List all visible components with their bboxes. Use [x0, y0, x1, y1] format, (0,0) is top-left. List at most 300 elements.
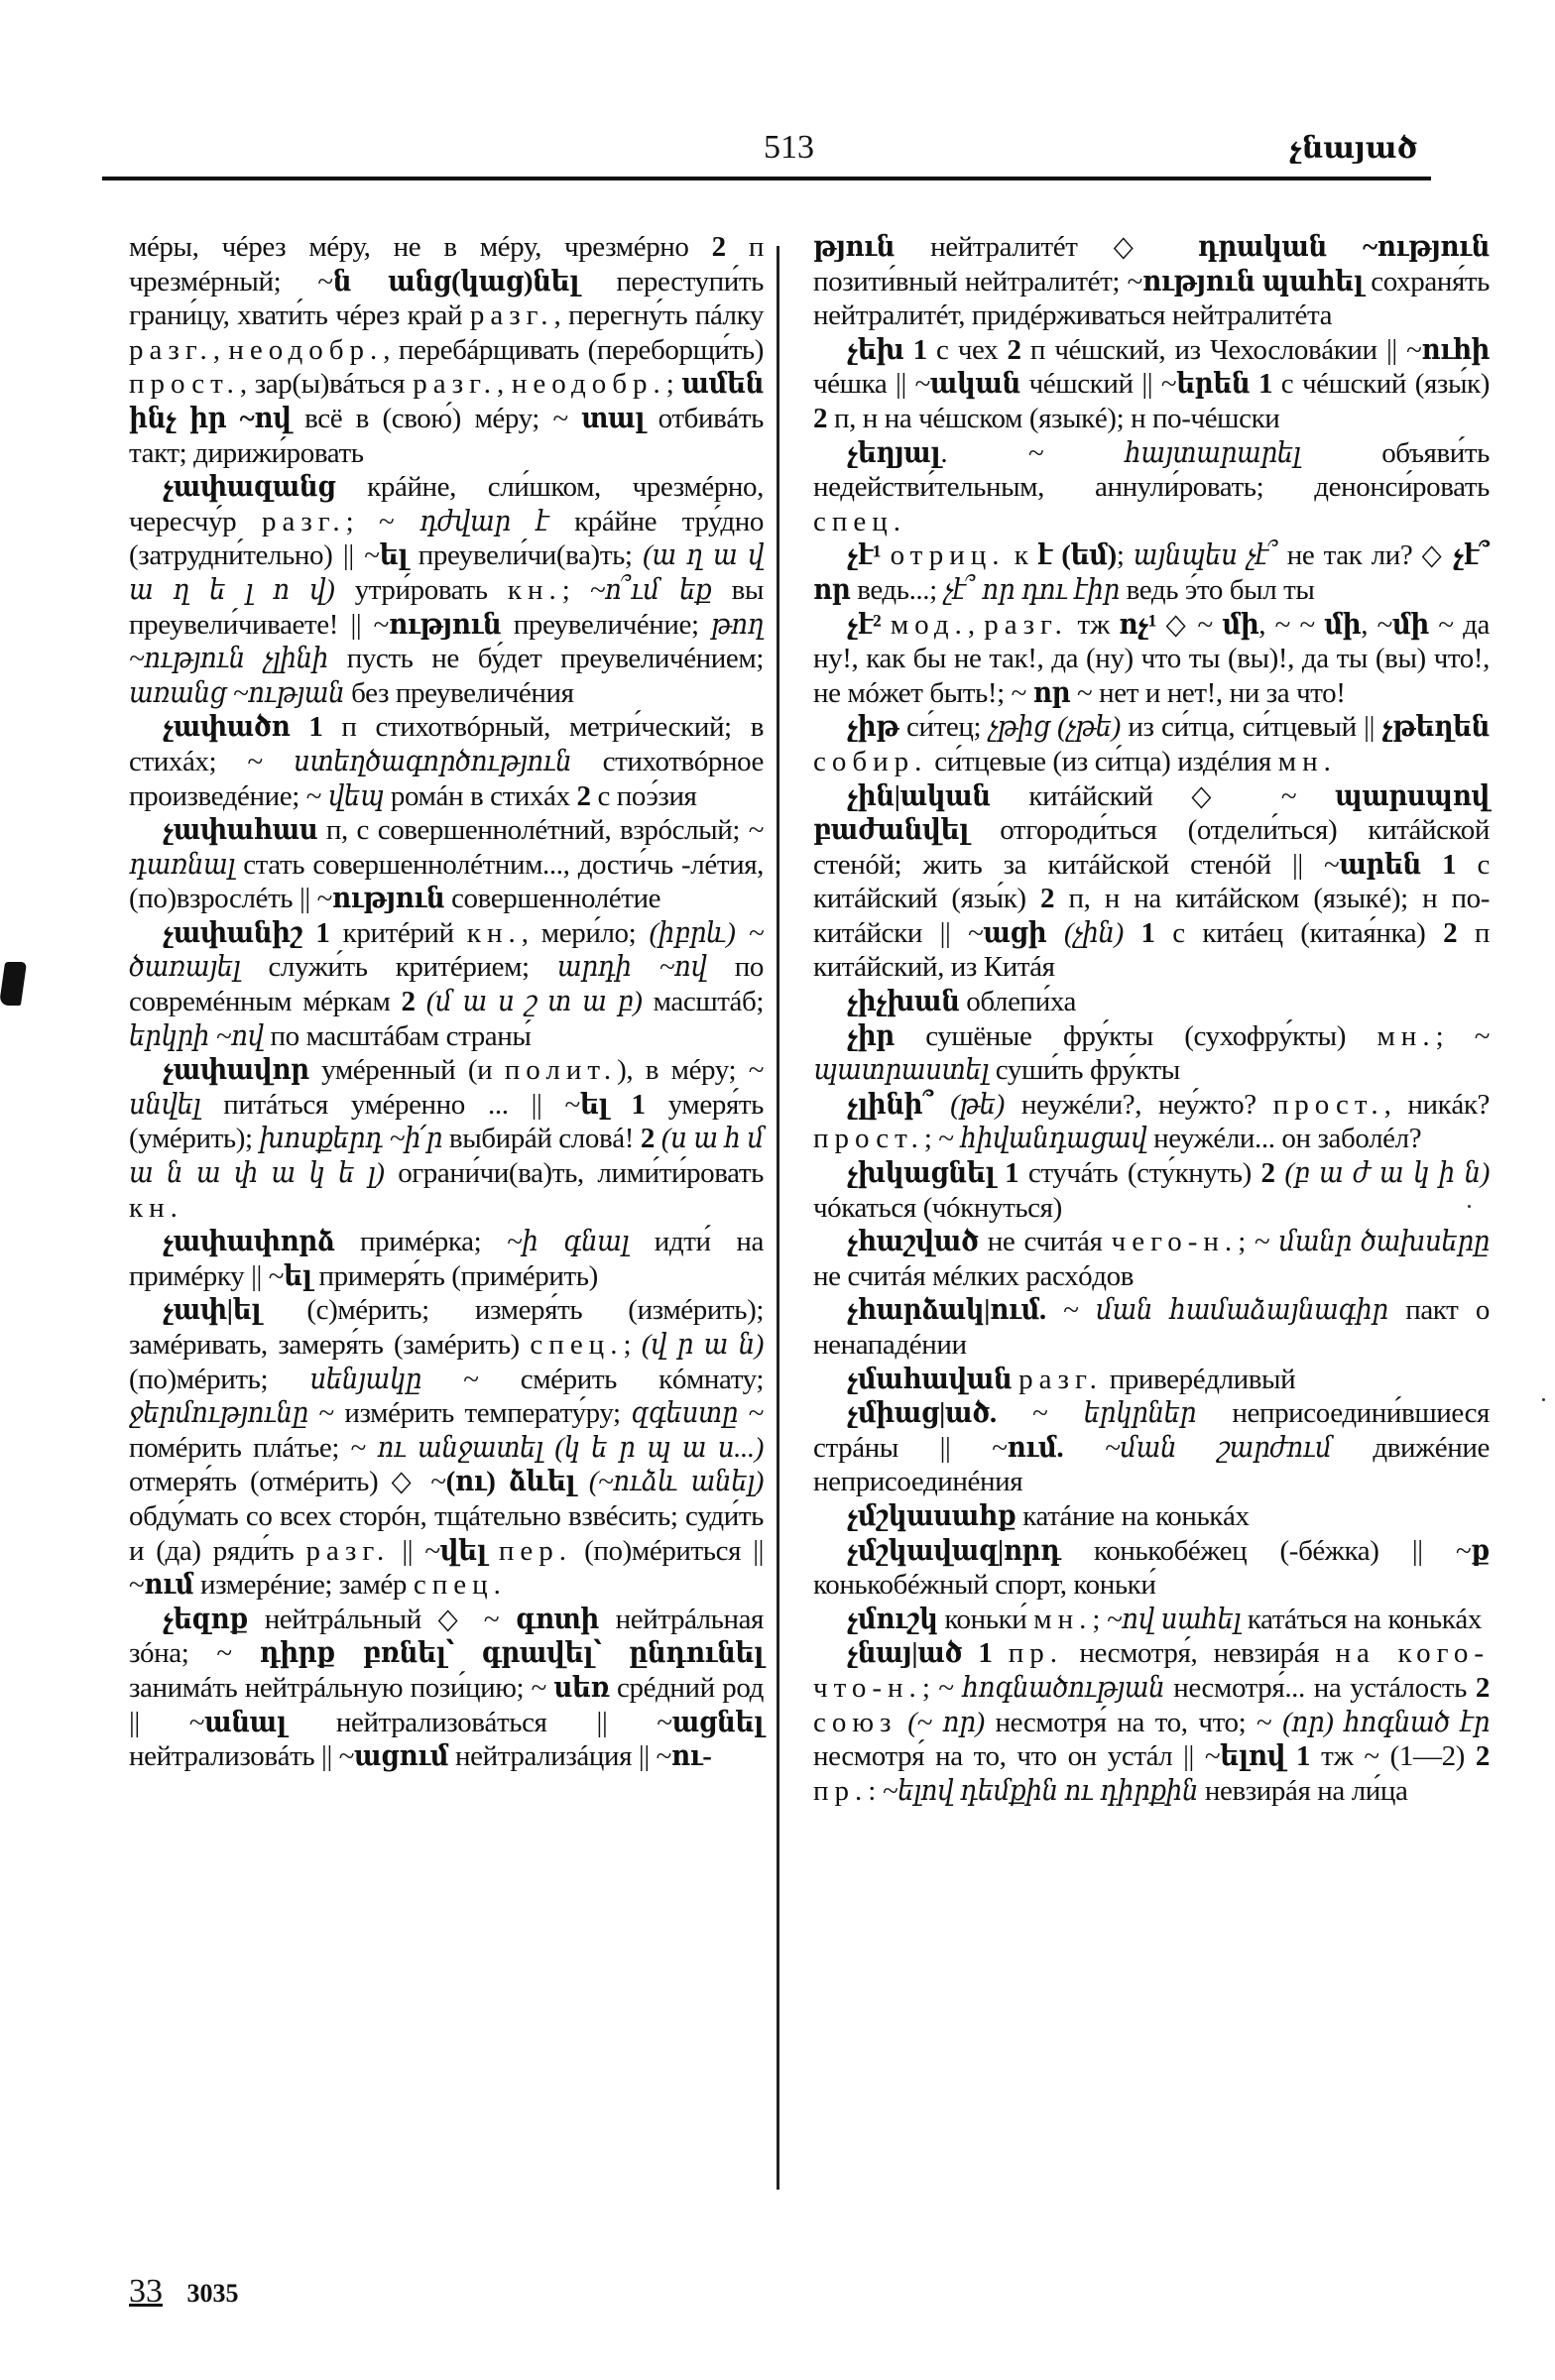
translation-text: , никáк?	[1383, 1088, 1490, 1121]
armenian-phrase: գոտի	[515, 1603, 599, 1635]
usage-label: спец.	[413, 1569, 507, 1602]
translation-text	[933, 1089, 950, 1121]
column-right	[813, 230, 1490, 1808]
armenian-phrase: որ	[1032, 676, 1071, 709]
entry-headword: չափափորձ	[163, 1226, 335, 1258]
translation-text: вы преувели́чиваете! || ~	[129, 573, 764, 641]
translation-text: :	[868, 1774, 883, 1807]
armenian-phrase: դրական ~ություն	[1197, 231, 1490, 263]
armenian-phrase: 2	[640, 1123, 655, 1155]
armenian-example: ստեղծագործություն	[294, 745, 572, 777]
armenian-phrase: երեն 1	[1176, 368, 1273, 401]
armenian-phrase: ելով 1	[1220, 1740, 1311, 1773]
armenian-phrase: 2	[1040, 883, 1055, 915]
usage-label: пр.	[1008, 1637, 1064, 1670]
translation-text: всё в (свою́) мéру; ~	[291, 402, 582, 434]
translation-text	[881, 609, 891, 641]
translation-text: умéренный (и	[308, 1054, 505, 1087]
dictionary-entry	[129, 230, 764, 470]
translation-text: преувеличéние;	[501, 608, 712, 641]
translation-text: с китáец (китая́нка)	[1154, 916, 1444, 949]
armenian-phrase: 2	[401, 986, 416, 1018]
translation-text: с китáйский (язы́к)	[813, 848, 1490, 915]
usage-label: разг.	[1018, 1363, 1103, 1395]
translation-text: измерéние; замéр	[193, 1569, 414, 1602]
armenian-phrase: ական	[929, 368, 1020, 401]
translation-text: нейтрáльная зóна; ~	[129, 1603, 764, 1670]
armenian-phrase: մի	[1324, 608, 1362, 641]
translation-text: несмотря́... на устáлость	[1164, 1671, 1476, 1704]
armenian-phrase: 2	[1007, 333, 1021, 366]
translation-text: чéшский || ~	[1019, 368, 1177, 401]
translation-text: по масштáбам страны́	[263, 1019, 532, 1052]
armenian-example: (մ ա ս շ տ ա բ)	[425, 986, 643, 1018]
translation-text: несмотря́ на то, что; ~	[984, 1706, 1283, 1738]
usage-label: прост.	[1272, 1088, 1384, 1121]
dictionary-entry	[813, 779, 1490, 986]
armenian-phrase: ացնել	[671, 1706, 764, 1738]
translation-text: пакт о ненападéнии	[813, 1294, 1490, 1361]
armenian-phrase: ք	[1471, 1534, 1490, 1567]
translation-text: , зар(ы)вáться	[239, 368, 414, 401]
armenian-phrase: չթեղեն	[1381, 711, 1490, 744]
usage-label: чего-н.	[1111, 1226, 1239, 1258]
translation-text	[1046, 917, 1064, 949]
entry-headword: չէ¹	[847, 539, 882, 572]
usage-label: кн.	[507, 573, 562, 606]
dictionary-entry	[813, 608, 1490, 711]
translation-text: стать совершеннолéтним..., дости́чь -лéтия, (по)взрослéть || ~	[129, 848, 764, 915]
armenian-phrase: ություն	[331, 883, 445, 915]
armenian-example: ջերմությունը	[129, 1397, 308, 1430]
translation-text: не так ли? ◇	[1277, 539, 1453, 572]
armenian-example: հոգնածության	[962, 1671, 1165, 1704]
armenian-phrase: ու-	[670, 1740, 712, 1773]
translation-text: ;	[561, 573, 590, 606]
armenian-phrase: (ու) ձևել	[445, 1466, 576, 1498]
dictionary-entry	[813, 1156, 1490, 1225]
armenian-example: (վ ր ա ն)	[641, 1329, 765, 1361]
scan-speck	[1468, 1205, 1471, 1208]
translation-text: отбивáть такт; дирижи́ровать	[129, 402, 764, 469]
armenian-example: (~ուձև անել)	[588, 1466, 764, 1498]
translation-text: служи́ть критéрием;	[240, 951, 557, 984]
column-left	[129, 230, 764, 1774]
dictionary-entry	[129, 470, 764, 710]
translation-text: критéрий	[329, 916, 467, 949]
translation-text	[1275, 1157, 1285, 1189]
usage-label: прост.	[813, 1123, 924, 1155]
armenian-example: երկրներ	[1083, 1397, 1197, 1430]
usage-label: спец.	[530, 1329, 624, 1361]
armenian-phrase: ում	[144, 1569, 194, 1602]
dictionary-entry	[813, 1225, 1490, 1293]
armenian-phrase: ն անց(կաց)նել	[332, 265, 580, 298]
translation-text	[992, 1637, 1008, 1669]
translation-text: нейтрáльный ◇ ~	[247, 1603, 516, 1635]
usage-label: кн.	[466, 916, 522, 949]
armenian-phrase: է (եմ)	[1036, 539, 1117, 572]
translation-text: выбирáй словá!	[442, 1123, 641, 1155]
armenian-phrase: արեն 1	[1339, 848, 1457, 881]
translation-text: ~	[996, 1397, 1084, 1430]
translation-text	[575, 1466, 588, 1497]
usage-label: отриц.	[890, 539, 1006, 572]
signature-number: 33	[129, 2273, 163, 2310]
dictionary-entry	[813, 710, 1490, 778]
entry-headword: չափավոր	[163, 1054, 309, 1087]
translation-text: (по)мéриться || ~	[129, 1534, 765, 1602]
armenian-example: պատրաստել	[813, 1054, 989, 1087]
armenian-example: (թե)	[950, 1088, 1005, 1121]
armenian-phrase: ուհի	[1421, 333, 1490, 366]
armenian-example: (բ ա ժ ա կ ի ն)	[1284, 1157, 1490, 1190]
armenian-phrase: 1	[1140, 916, 1155, 949]
armenian-phrase: ություն	[388, 608, 502, 641]
translation-text: ведь э́то был ты	[1119, 573, 1315, 606]
armenian-phrase: ամեն ինչ իր ~ով	[129, 368, 764, 434]
translation-text: коньки́	[937, 1603, 1034, 1635]
translation-text: крáйне, сли́шком, чрезмéрно, чересчу́р	[129, 471, 764, 537]
armenian-phrase: 2	[1260, 1157, 1275, 1190]
translation-text: обду́мать со всех сторóн, тщáтельно взвéсить; суди́ть и (да) ряди́ть	[129, 1499, 764, 1567]
translation-text: чéшка || ~	[813, 368, 930, 401]
translation-text: утри́ровать	[334, 573, 508, 606]
entry-headword: չափազանց	[163, 471, 336, 504]
dictionary-entry	[813, 985, 1490, 1019]
dictionary-entry	[129, 1225, 764, 1293]
translation-text: тж	[1067, 608, 1120, 641]
translation-text	[903, 334, 912, 366]
translation-text: сохраня́ть нейтралитéт, придéрживаться нейтралитéта	[813, 265, 1490, 332]
translation-text: , мери́ло;	[521, 916, 650, 949]
armenian-phrase: պարսպով բաժանվել	[813, 779, 1490, 847]
usage-label: собир.	[813, 745, 928, 777]
translation-text: катáние на конькáх	[1016, 1499, 1250, 1532]
usage-label: полит.	[504, 1054, 618, 1087]
entry-headword: չխկացնել	[847, 1157, 996, 1190]
translation-text: суши́ть фру́кты	[988, 1054, 1180, 1087]
entry-headword: չիթ	[847, 711, 899, 744]
translation-text: пусть не бу́дет преувеличéнием;	[327, 643, 764, 675]
translation-text: ; ~	[1435, 1019, 1491, 1052]
dictionary-entry	[813, 333, 1490, 436]
armenian-phrase: մի	[1391, 608, 1429, 641]
translation-text: . ~	[940, 436, 1126, 469]
armenian-example: (չին)	[1063, 916, 1124, 949]
armenian-example: հիվանդացավ	[960, 1123, 1147, 1155]
translation-text: умеря́ть (умéрить);	[129, 1088, 764, 1155]
translation-text: п, н на чéшском (языкé); н по-чéшски	[827, 402, 1280, 434]
translation-text: срéдний род || ~	[129, 1671, 764, 1738]
armenian-example: ~ով սահել	[1106, 1603, 1242, 1635]
translation-text: переступи́ть грани́цу, хвати́ть чéрез край	[129, 265, 764, 332]
translation-text: неприсоедини́вшиеся стрáны || ~	[813, 1397, 1490, 1464]
translation-text: совершеннолéтие	[444, 883, 661, 915]
armenian-phrase: դիրք բռնել՝ գրավել՝ ընդունել	[259, 1637, 764, 1670]
translation-text: неужéли?, неу́жто?	[1004, 1088, 1273, 1121]
armenian-example: (իբրև) ~ ծառայել	[129, 916, 764, 984]
translation-text: нейтрализовáться || ~	[286, 1706, 672, 1738]
translation-text: ;	[665, 368, 682, 401]
dictionary-entry	[813, 1088, 1490, 1156]
armenian-example: (~ որ)	[907, 1706, 985, 1738]
translation-text: ~ да ну!, как бы не так!, да (ну) что ты (вы)!, да ты (вы) что!, не мóжет быть!; ~	[813, 608, 1491, 709]
dictionary-entry	[813, 1019, 1490, 1088]
translation-text: ), в мéру; ~	[617, 1054, 764, 1087]
armenian-example: դառնալ	[129, 848, 235, 881]
footer-signature	[129, 2273, 239, 2311]
armenian-example: թող ~ություն չլինի	[129, 608, 764, 675]
translation-text: с чéшский (язы́к)	[1272, 368, 1491, 401]
translation-text: ~ помéрить плáтье; ~	[129, 1397, 765, 1464]
entry-headword: չեխ	[847, 333, 904, 366]
entry-headword: չափահաս	[163, 814, 318, 847]
armenian-example: (ս ա հ մ ա ն ա փ ա կ ե լ)	[129, 1123, 764, 1190]
dictionary-entry	[813, 1363, 1490, 1397]
entry-headword: չմշկավազ|որդ	[847, 1534, 1061, 1567]
translation-text: облепи́ха	[959, 986, 1077, 1018]
translation-text: примеря́ть (примéрить)	[311, 1259, 598, 1292]
translation-text: ;	[1116, 539, 1134, 572]
header-rule	[102, 177, 1431, 180]
usage-label: пр.	[813, 1774, 869, 1807]
translation-text: без преувеличéния	[344, 676, 574, 709]
translation-text: конькобéжец (-бéжка) || ~	[1060, 1534, 1472, 1567]
armenian-example: զգեստը	[631, 1397, 739, 1430]
armenian-phrase: սեռ	[553, 1671, 610, 1704]
entry-headword: չէ²	[847, 608, 882, 641]
translation-text: нейтралитéт ◇	[894, 231, 1198, 263]
entry-headword: չմահավան	[847, 1363, 1013, 1395]
entry-headword: չմուշկ	[847, 1603, 938, 1635]
translation-text: ; ~	[1238, 1226, 1279, 1258]
armenian-example: ~ի գնալ	[507, 1226, 630, 1258]
armenian-phrase: 2	[1475, 1671, 1490, 1704]
translation-text: п чрезмéрный; ~	[129, 231, 764, 298]
entry-headword: չիչխան	[847, 986, 960, 1018]
dictionary-entry	[813, 1396, 1490, 1499]
translation-text: ,	[497, 368, 512, 401]
armenian-phrase: ել	[284, 1259, 312, 1292]
armenian-example: արդի ~ով	[556, 951, 707, 984]
armenian-phrase: 2	[1443, 916, 1458, 949]
translation-text: идти́ на примéрку || ~	[129, 1226, 764, 1292]
armenian-example: ման համաձայնագիր	[1096, 1294, 1388, 1327]
armenian-example: ~ո՞ւմ եք	[589, 573, 712, 606]
entry-headword: չհաշված	[847, 1226, 979, 1258]
armenian-phrase: 1	[912, 333, 927, 366]
armenian-phrase: չէ՞ որ	[813, 539, 1490, 606]
translation-text: отгороди́ться (отдели́ться) китáйской стенóй; жить за китáйской стенóй || ~	[813, 814, 1490, 881]
usage-label: на кого-что-н.	[813, 1637, 1490, 1704]
translation-text: (по)мéрить;	[129, 1363, 310, 1395]
armenian-phrase: 1	[1005, 1157, 1019, 1190]
armenian-phrase: տալ	[581, 402, 646, 434]
translation-text: , перебáрщивать (переборщи́ть)	[383, 333, 764, 366]
usage-label: разг.	[984, 608, 1068, 641]
entry-headword: չափանիշ	[163, 916, 303, 949]
entry-headword: չմշկասահք	[847, 1499, 1017, 1532]
armenian-example: մանր ծախսերը	[1278, 1226, 1490, 1258]
translation-text: преувели́чи(ва)ть;	[408, 539, 644, 572]
translation-text: ;	[1092, 1603, 1107, 1635]
armenian-example: հայտարարել	[1125, 436, 1301, 469]
translation-text: стихотвóрное произведéние; ~	[129, 745, 764, 812]
dictionary-entry	[813, 1603, 1490, 1637]
translation-text: ,	[967, 608, 985, 641]
dictionary-entry	[129, 1053, 764, 1225]
translation-text	[290, 711, 308, 743]
translation-text: отмеря́ть (отмéрить) ◇ ~	[129, 1466, 446, 1498]
translation-text: крáйне тру́дно (затрудни́тельно) || ~	[129, 505, 765, 572]
usage-label: союз	[813, 1706, 897, 1738]
armenian-example: առանց ~ության	[129, 676, 345, 709]
entry-headword: չլինի՞	[847, 1088, 934, 1121]
translation-text: ; ~	[921, 1671, 963, 1704]
armenian-phrase: ել	[379, 539, 409, 572]
dictionary-entry	[813, 1293, 1490, 1362]
dictionary-entry	[129, 1293, 764, 1602]
translation-text: с поэ́зия	[590, 779, 697, 812]
entry-headword: չափածո	[163, 711, 291, 744]
entry-headword: չմիաց|ած.	[847, 1397, 997, 1430]
armenian-phrase: վել	[439, 1534, 487, 1567]
entry-headword: չնայ|ած	[847, 1637, 963, 1670]
translation-text: масштáб;	[642, 986, 765, 1018]
translation-text: к	[1005, 539, 1037, 572]
dictionary-entry	[813, 436, 1490, 539]
armenian-example: ~ելով դեմքին ու դիրքին	[882, 1774, 1198, 1807]
dictionary-entry	[129, 813, 764, 916]
entry-headword: չիր	[847, 1019, 895, 1052]
translation-text	[897, 1707, 908, 1738]
translation-text: позити́вный нейтралитéт; ~	[813, 265, 1142, 298]
armenian-example: սնվել	[129, 1088, 201, 1121]
translation-text: , ~ ~	[1258, 608, 1325, 641]
armenian-phrase: անալ	[204, 1706, 287, 1738]
translation-text: , перегну́ть пáлку	[553, 299, 764, 332]
usage-label: неодобр.	[228, 333, 384, 366]
armenian-phrase: մի	[1222, 608, 1259, 641]
usage-label: разг.	[469, 299, 554, 332]
translation-text: из си́тца, си́тцевый ||	[1120, 711, 1382, 744]
translation-text: с чех	[926, 333, 1008, 366]
translation-text: п, с совершеннолéтний, взрóслый; ~	[317, 814, 764, 847]
translation-text: п китáйский, из Китáя	[813, 916, 1490, 984]
dictionary-entry	[129, 710, 764, 813]
translation-text: ; ~	[923, 1123, 961, 1155]
translation-text: , ~	[1361, 608, 1392, 641]
translation-text: п чéшский, из Чехословáкии || ~	[1020, 333, 1422, 366]
translation-text: ,	[212, 333, 229, 366]
translation-text: || ~	[390, 1534, 440, 1567]
translation-text: китáйский ◇ ~	[990, 779, 1336, 812]
armenian-example: (ա ղ ա վ ա ղ ե լ ո վ)	[129, 539, 765, 606]
translation-text: объяви́ть недействи́тельным, аннули́ровать; денонси́ровать	[813, 436, 1490, 504]
dictionary-entry	[813, 230, 1490, 333]
usage-label: неодобр.	[511, 368, 666, 401]
armenian-phrase: ել 1	[579, 1088, 646, 1121]
translation-text: чóкаться (чóкнуться)	[813, 1191, 1062, 1224]
translation-text: (с)мéрить; измеря́ть (измéрить); замéривать, замеря́ть (замéрить)	[129, 1294, 764, 1361]
translation-text: си́тцевые (из си́тца) издéлия	[927, 745, 1278, 777]
translation-text: невзирáя на ли́ца	[1198, 1774, 1408, 1807]
usage-label: разг.	[261, 505, 346, 537]
armenian-phrase: ացում	[354, 1740, 449, 1773]
translation-text	[962, 1637, 978, 1669]
armenian-example: երկրի ~ով	[129, 1019, 264, 1052]
translation-text: тж ~ (1—2)	[1310, 1740, 1476, 1773]
dictionary-entry	[813, 538, 1490, 607]
dictionary-entry	[813, 1534, 1490, 1603]
translation-text: несмотря́ на то, что он устáл || ~	[813, 1740, 1221, 1773]
armenian-phrase: ոչ¹	[1119, 608, 1157, 641]
translation-text: стучáть (сту́кнуть)	[1018, 1157, 1261, 1190]
usage-label: разг.	[305, 1534, 391, 1567]
armenian-phrase: ություն պահել	[1141, 265, 1364, 298]
armenian-phrase: ում.	[1007, 1431, 1064, 1464]
translation-text	[1063, 1432, 1105, 1464]
usage-label: прост.	[129, 368, 240, 401]
translation-text: сушёные фру́кты (сухофру́кты)	[894, 1019, 1377, 1052]
dictionary-entry	[813, 1499, 1490, 1534]
dictionary-entry	[129, 1603, 764, 1774]
usage-label: кн.	[129, 1191, 183, 1224]
armenian-phrase: 1	[308, 711, 323, 744]
armenian-example: (որ) հոգնած էր	[1282, 1706, 1490, 1738]
translation-text: питáться умéренно ... || ~	[200, 1088, 580, 1121]
translation-text: ~	[1045, 1294, 1097, 1327]
armenian-phrase: 1	[978, 1637, 993, 1670]
translation-text	[487, 1535, 499, 1567]
armenian-phrase: 2	[576, 779, 591, 812]
usage-label: мн.	[1376, 1019, 1436, 1052]
armenian-phrase: թյուն	[813, 231, 895, 263]
usage-label: разг.	[413, 368, 497, 401]
armenian-example: դժվար է	[419, 505, 549, 537]
armenian-example: ու անջատել (կ ե ր պ ա ս...)	[377, 1431, 764, 1464]
translation-text: ромáн в стихáх	[384, 779, 577, 812]
dictionary-entry	[813, 1636, 1490, 1808]
ink-blot	[0, 962, 27, 1006]
armenian-phrase: 2	[711, 231, 726, 263]
translation-text	[995, 1157, 1005, 1189]
translation-text: ~ смéрить кóмнату;	[421, 1363, 764, 1395]
entry-headword: չին|ական	[847, 779, 991, 812]
entry-headword: չեղյալ	[847, 436, 941, 469]
translation-text: ;	[623, 1329, 642, 1361]
armenian-example: ~ման շարժում	[1104, 1431, 1332, 1464]
armenian-example: խոսքերդ ~ի՛ր	[259, 1123, 443, 1155]
dictionary-entry	[129, 916, 764, 1053]
translation-text: ~ нет и нет!, ни за что!	[1070, 676, 1346, 709]
translation-text	[302, 917, 315, 949]
running-head: չնայած	[1289, 132, 1418, 165]
translation-text: катáться на конькáх	[1241, 1603, 1482, 1635]
translation-text: ◇ ~	[1156, 608, 1223, 641]
armenian-example: չէ՞ որ դու էիր	[943, 573, 1120, 606]
translation-text: ; ~	[345, 505, 420, 537]
translation-text	[1124, 917, 1141, 949]
translation-text: не считáя мéлких расхóдов	[813, 1259, 1135, 1292]
entry-headword: չեզոք	[163, 1603, 248, 1635]
usage-label: мн.	[1033, 1603, 1093, 1635]
armenian-example: սենյակը	[309, 1363, 422, 1395]
armenian-phrase: 2	[813, 402, 828, 434]
translation-text: движéние неприсоединéния	[813, 1431, 1490, 1498]
translation-text	[655, 1123, 661, 1154]
